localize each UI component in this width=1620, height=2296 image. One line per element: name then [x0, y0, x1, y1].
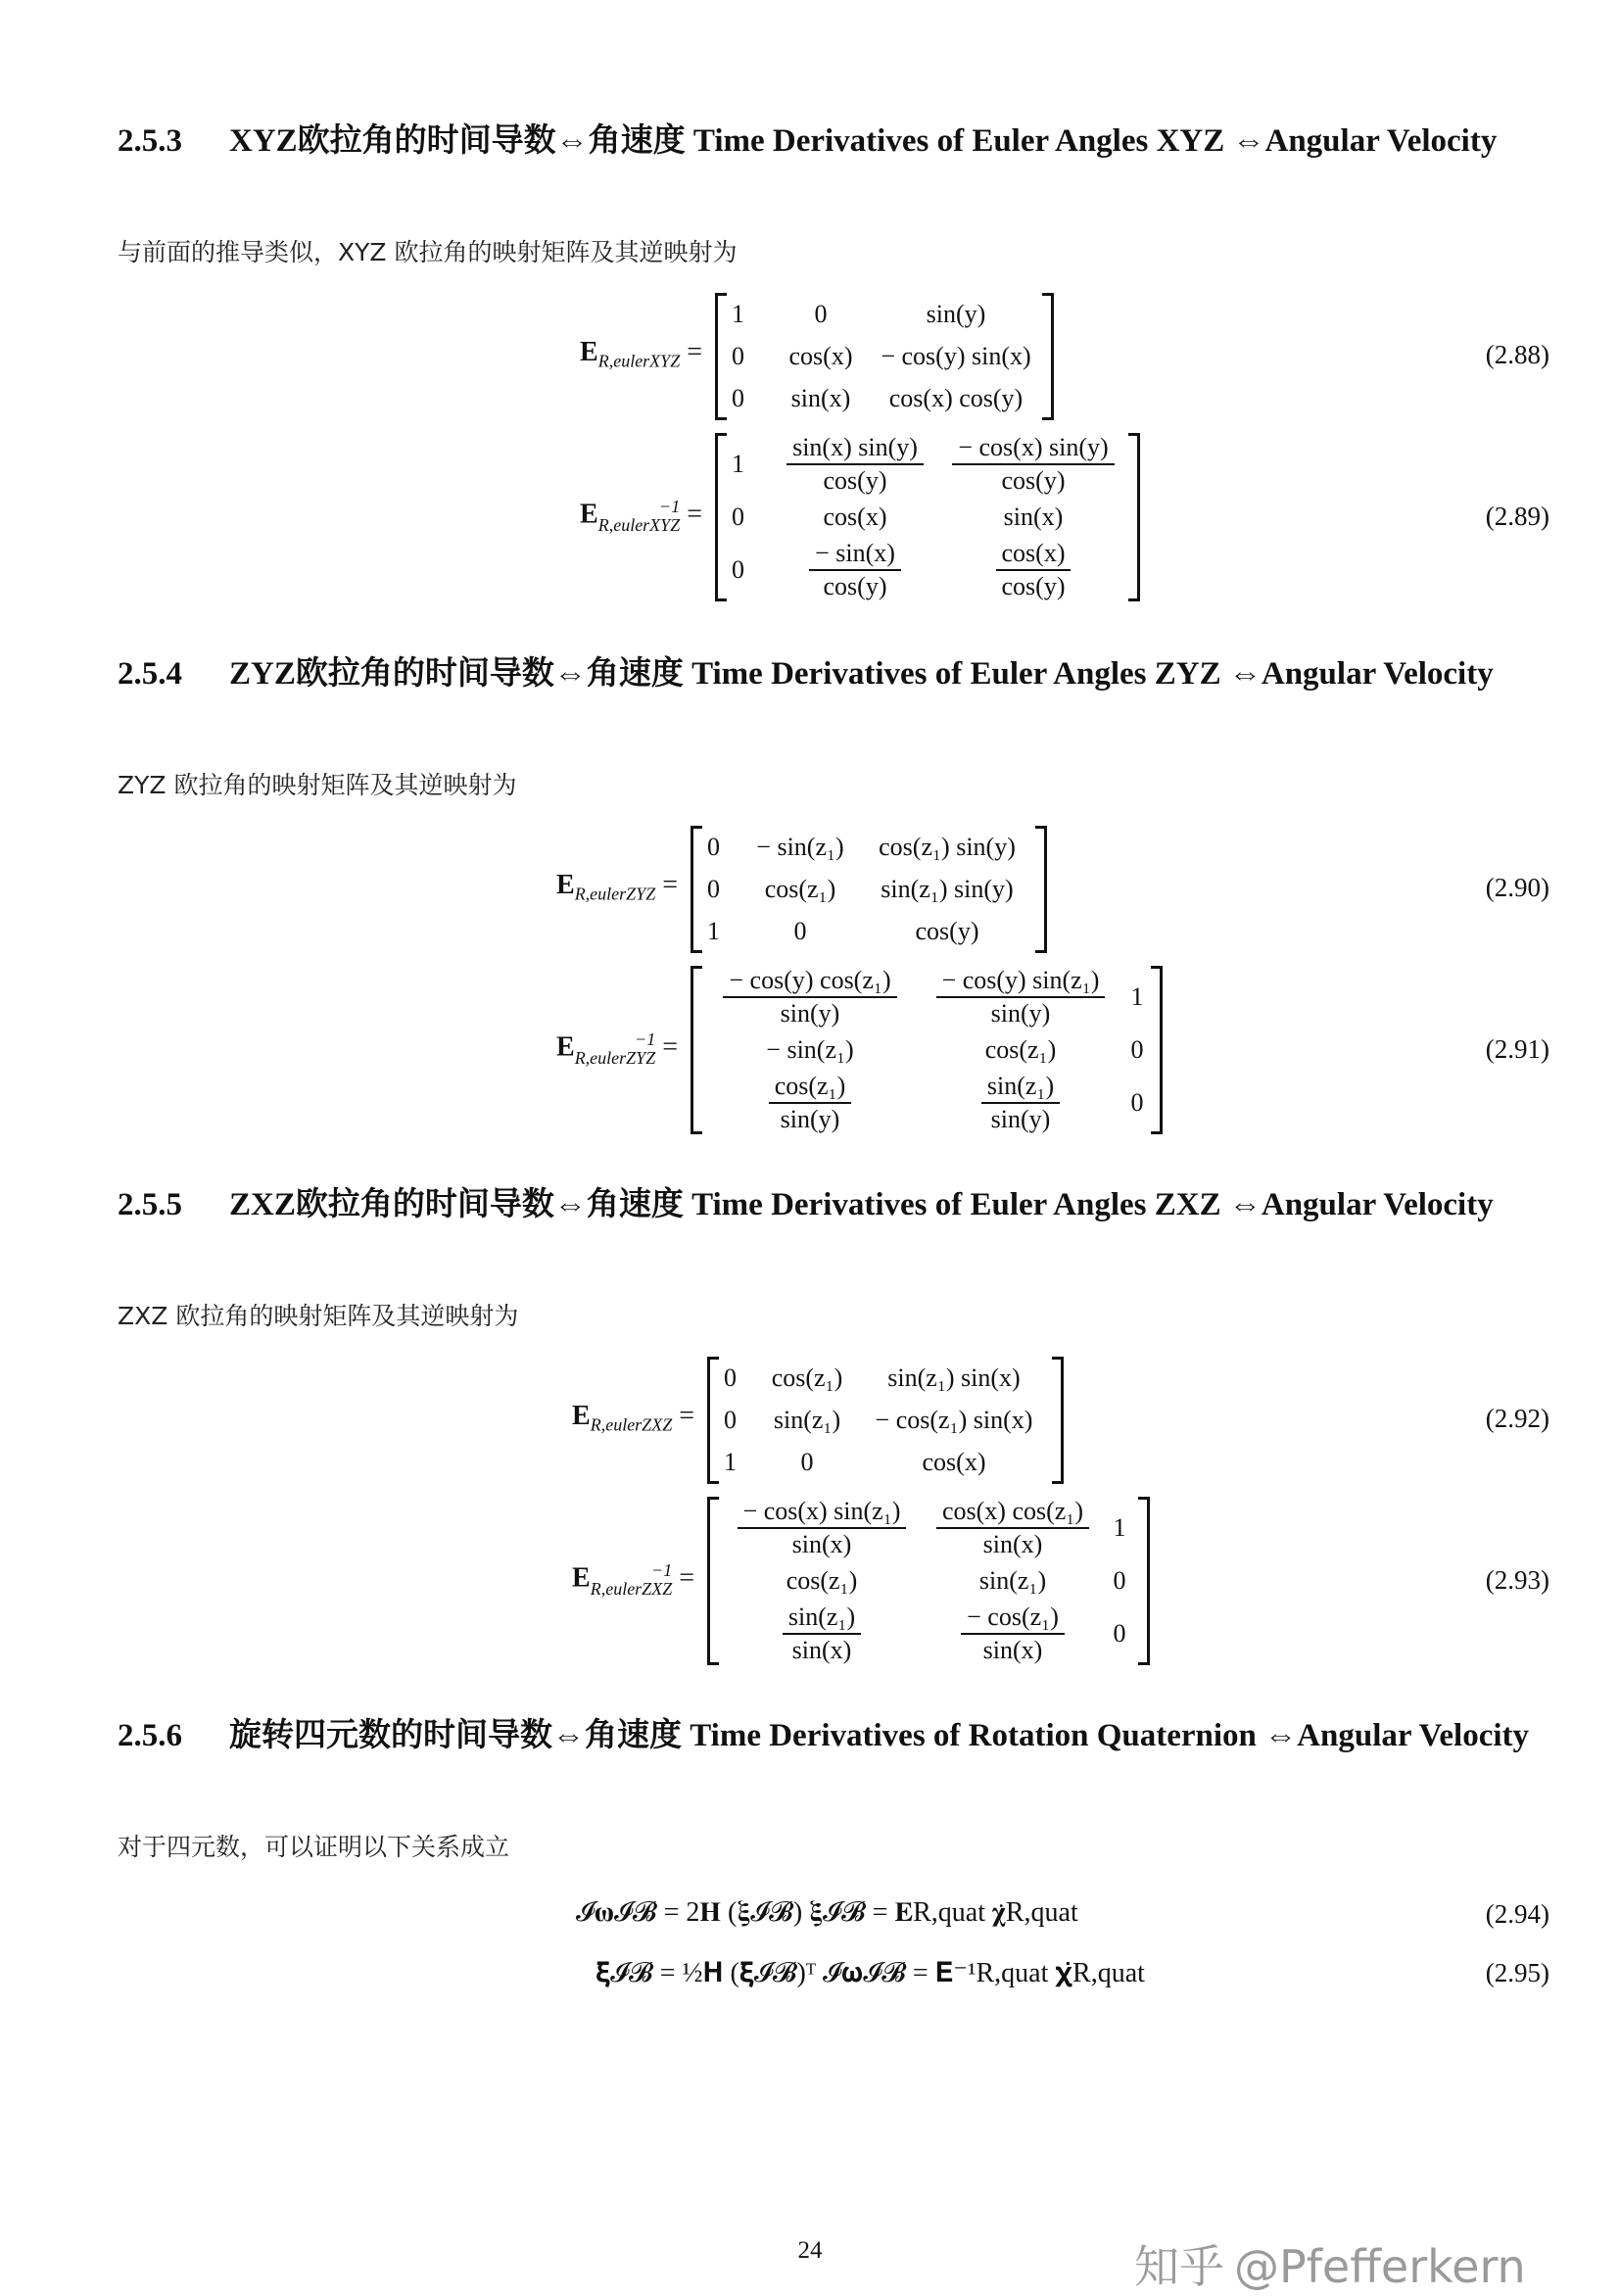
- watermark-handle: @Pfefferkern: [1234, 2240, 1526, 2293]
- section-number: 2.5.4: [118, 656, 182, 692]
- matrix-cell: 0: [732, 384, 744, 413]
- matrix-cell: cos(z₁) sin(y): [879, 832, 1016, 861]
- matrix-cell: cos(z₁): [771, 1363, 843, 1392]
- section-lead-text: ZXZ 欧拉角的映射矩阵及其逆映射为: [118, 1302, 519, 1330]
- section-heading-2-5-6: [118, 1711, 1552, 1761]
- matrix-cell: 1: [1113, 1513, 1126, 1542]
- matrix-cell: $\frac{\text{cos(x) cos(z₁)}}{\sin(x)}$: [920, 1497, 1106, 1559]
- matrix-cell: $\frac{\text{sin(z₁)}}{\sin(x)}$: [724, 1602, 920, 1665]
- equation-number: (2.94): [1485, 1899, 1549, 1929]
- matrix-cell: 0: [1130, 1035, 1144, 1064]
- matrix-cell: 0: [1113, 1566, 1126, 1595]
- matrix-cell: 1: [732, 299, 744, 328]
- matrix-cell: $\frac{\text{− cos(z₁)}}{\sin(x)}$: [920, 1602, 1106, 1665]
- matrix-cell: cos(y): [915, 917, 979, 946]
- matrix-cell: cos(x): [788, 341, 853, 370]
- matrix-cell: − cos(y) sin(x): [881, 341, 1031, 370]
- matrix-cell: 1: [707, 917, 720, 946]
- equation-number: (2.91): [1485, 1034, 1549, 1064]
- equation-number: (2.90): [1485, 873, 1549, 902]
- equation-lhs: E −1 R,eulerXYZ =: [580, 497, 702, 535]
- equation-lhs: E −1 R,eulerZYZ =: [556, 1029, 678, 1068]
- matrix-cell: sin(x): [1003, 502, 1064, 531]
- matrix: [707, 1497, 1150, 1665]
- matrix-cell: $\frac{- \cos(x) \sin(y)}{\cos(y)}$: [943, 433, 1123, 496]
- section-lead-text: 与前面的推导类似，XYZ 欧拉角的映射矩阵及其逆映射为: [118, 238, 738, 266]
- matrix-cell: $\frac{- \sin(x)}{\cos(y)}$: [767, 539, 943, 601]
- matrix: [715, 433, 1140, 601]
- matrix-cell: cos(x) cos(y): [888, 384, 1024, 413]
- matrix-cell: cos(x): [823, 502, 887, 531]
- matrix-cell: 1: [732, 450, 744, 478]
- section-title: XYZ欧拉角的时间导数⇔角速度 Time Derivatives of Euler Angles XYZ ⇔Angular Velocity: [229, 123, 1498, 159]
- matrix-cell: $\frac{\text{cos(z₁)}}{\sin(y)}$: [707, 1072, 913, 1134]
- equation-number: (2.88): [1485, 340, 1549, 369]
- matrix-cell: − sin(z₁): [756, 832, 844, 861]
- section-lead-text: 对于四元数，可以证明以下关系成立: [118, 1833, 510, 1861]
- matrix-cell: 1: [724, 1448, 737, 1477]
- matrix-cell: $\frac{\text{sin(z₁)}}{\sin(y)}$: [913, 1072, 1128, 1134]
- equation-number: (2.89): [1485, 502, 1549, 531]
- equation-lhs: $E_{R,eulerZYZ}$ =: [556, 870, 678, 904]
- matrix-cell: $\frac{\text{− cos(y) sin(z₁)}}{\sin(y)}$: [913, 966, 1128, 1028]
- matrix: [707, 1357, 1064, 1484]
- section-number: 2.5.6: [118, 1718, 182, 1753]
- matrix-cell: sin(z₁): [978, 1566, 1047, 1595]
- matrix-cell: sin(z₁) sin(x): [887, 1363, 1021, 1392]
- matrix-cell: − cos(z₁) sin(x): [875, 1405, 1033, 1434]
- matrix-cell: cos(z₁): [984, 1035, 1057, 1064]
- matrix-cell: $\frac{\text{− cos(y) cos(z₁)}}{\sin(y)}$: [707, 966, 913, 1028]
- matrix-cell: sin(z₁) sin(y): [881, 874, 1014, 903]
- equation-lhs: $E_{R,eulerZXZ}$ =: [572, 1401, 694, 1435]
- matrix: [691, 966, 1163, 1134]
- equation-number: (2.93): [1485, 1565, 1549, 1595]
- matrix-cell: sin(y): [926, 299, 986, 328]
- section-number: 2.5.3: [118, 123, 182, 159]
- equation-lhs: $E_{R,eulerXYZ}$ =: [580, 337, 702, 371]
- matrix-cell: $\frac{\text{− cos(x) sin(z₁)}}{\sin(x)}$: [724, 1497, 920, 1559]
- page-number: 24: [797, 2237, 823, 2264]
- matrix-cell: 1: [1130, 982, 1144, 1011]
- equation-number: (2.92): [1485, 1404, 1549, 1433]
- matrix-cell: 0: [793, 917, 807, 946]
- section-lead-text: ZYZ 欧拉角的映射矩阵及其逆映射为: [118, 771, 517, 799]
- matrix-cell: 0: [707, 832, 720, 861]
- matrix-cell: 0: [732, 555, 744, 584]
- matrix-cell: 0: [724, 1363, 737, 1392]
- section-heading-2-5-3: [118, 117, 1552, 167]
- matrix-cell: cos(z₁): [786, 1566, 858, 1595]
- watermark: [1134, 2231, 1526, 2296]
- matrix-cell: $\frac{\cos(x)}{\cos(y)}$: [943, 539, 1123, 601]
- matrix-cell: 0: [1130, 1088, 1144, 1117]
- matrix-cell: 0: [707, 874, 720, 903]
- equation-body: 𝛏̇𝓘𝓑 = ½𝐇 (𝛏𝓘𝓑)ᵀ 𝓘𝛚𝓘𝓑 = 𝐄⁻¹R,quat 𝛘̇R,quat: [596, 1958, 1145, 1988]
- matrix-cell: 0: [732, 341, 744, 370]
- matrix-cell: 0: [732, 502, 744, 531]
- matrix-cell: 0: [814, 299, 828, 328]
- section-title: ZYZ欧拉角的时间导数⇔角速度 Time Derivatives of Euler Angles ZYZ ⇔Angular Velocity: [229, 656, 1494, 692]
- matrix-cell: cos(x): [922, 1448, 986, 1477]
- matrix-cell: $\frac{\sin(x) \sin(y)}{\cos(y)}$: [767, 433, 943, 496]
- equation-number: (2.95): [1485, 1958, 1549, 1987]
- equation-lhs: E −1 R,eulerZXZ =: [572, 1560, 694, 1599]
- matrix: [691, 826, 1047, 953]
- matrix-cell: 0: [1113, 1619, 1126, 1648]
- matrix-cell: sin(x): [790, 384, 851, 413]
- matrix-cell: − sin(z₁): [766, 1035, 854, 1064]
- equation-body: 𝓘𝛚𝓘𝓑 = 2𝐇 (𝛏𝓘𝓑) 𝛏̇𝓘𝓑 = 𝐄R,quat 𝛘̇R,quat: [576, 1897, 1078, 1928]
- section-title: ZXZ欧拉角的时间导数⇔角速度 Time Derivatives of Euler Angles ZXZ ⇔Angular Velocity: [229, 1187, 1494, 1222]
- section-number: 2.5.5: [118, 1187, 182, 1222]
- zhihu-logo: 知乎: [1134, 2240, 1224, 2293]
- matrix-cell: 0: [724, 1405, 737, 1434]
- matrix-cell: sin(z₁): [773, 1405, 841, 1434]
- matrix-cell: cos(z₁): [764, 874, 836, 903]
- section-title: 旋转四元数的时间导数⇔角速度 Time Derivatives of Rotation Quaternion ⇔Angular Velocity: [229, 1718, 1529, 1753]
- section-heading-2-5-4: [118, 649, 1552, 699]
- section-heading-2-5-5: [118, 1180, 1552, 1230]
- matrix-cell: 0: [800, 1448, 814, 1477]
- matrix: [715, 293, 1054, 420]
